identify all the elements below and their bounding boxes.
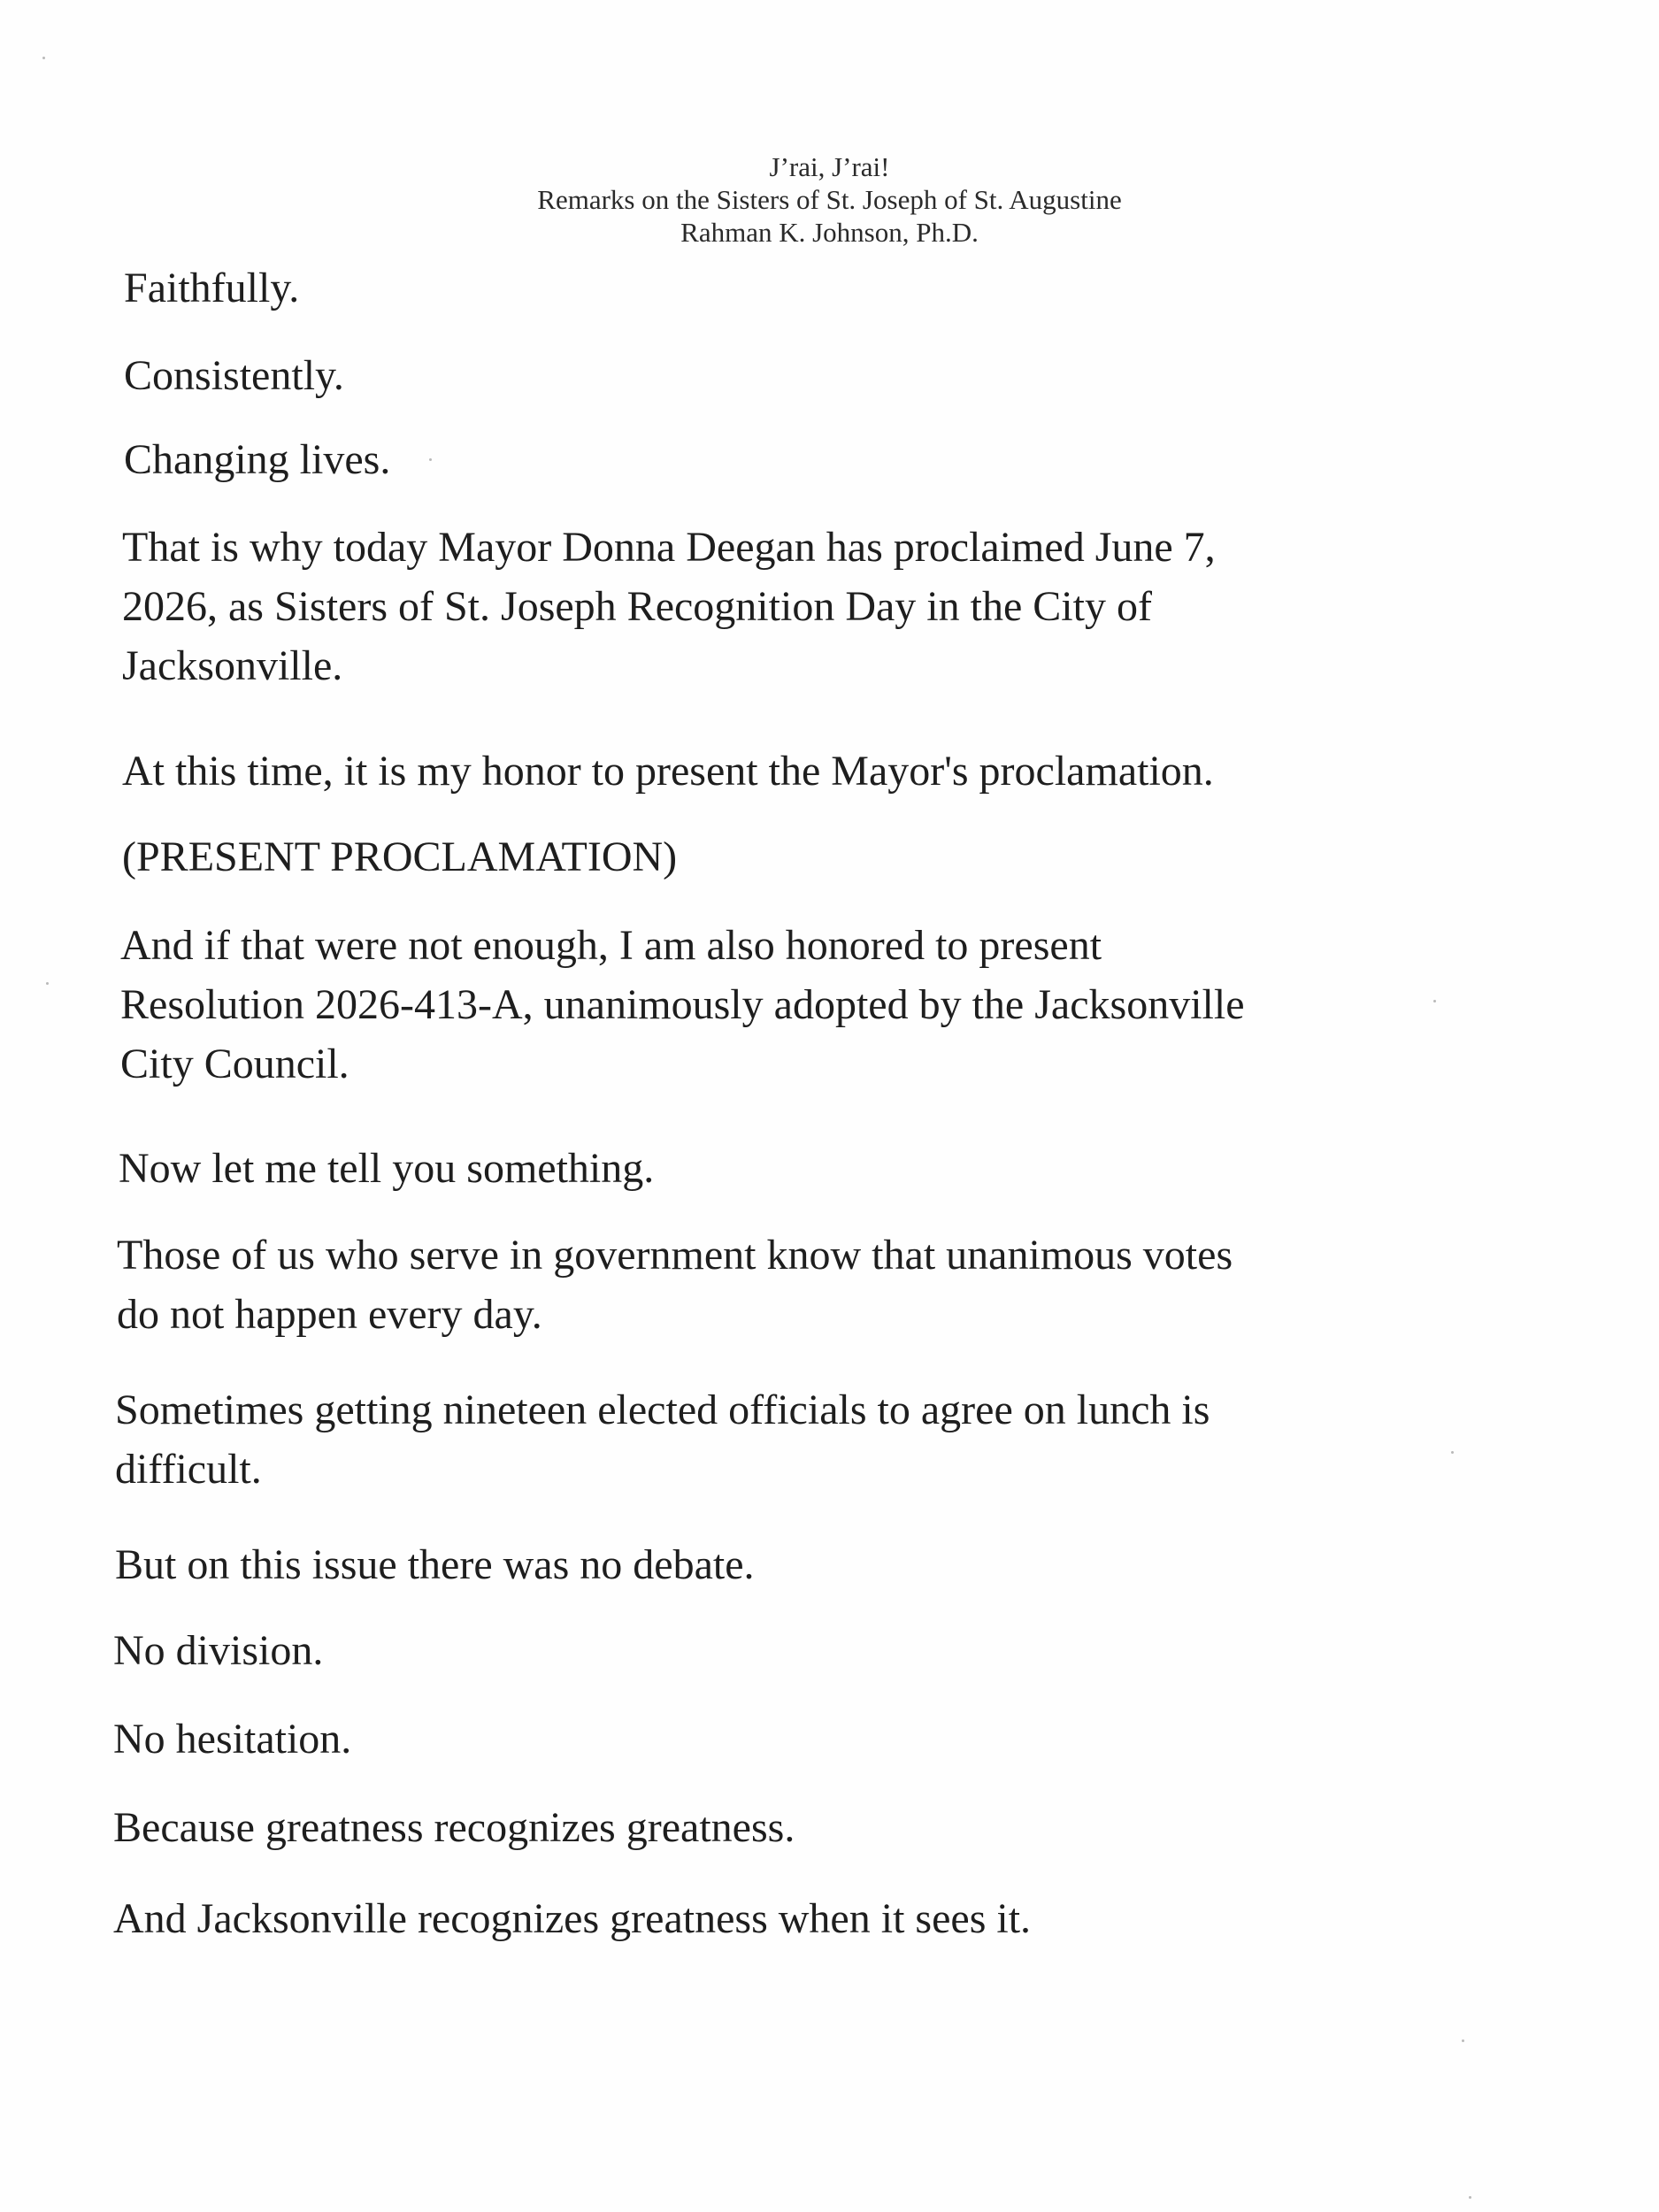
text-line: difficult. xyxy=(115,1446,262,1493)
text-line: No division. xyxy=(113,1627,324,1674)
document-subtitle: Remarks on the Sisters of St. Joseph of St. Augustine xyxy=(537,184,1122,215)
paragraph-present-proclamation-intro xyxy=(122,741,1502,801)
scan-speck xyxy=(42,57,45,59)
text-line: 2026, as Sisters of St. Joseph Recognition Day in the City of xyxy=(122,583,1152,630)
paragraph-lunch xyxy=(115,1380,1495,1499)
paragraph-consistently xyxy=(124,346,1504,405)
scan-speck xyxy=(429,458,432,461)
paragraph-faithfully xyxy=(124,258,1504,318)
scan-speck xyxy=(1433,1000,1436,1002)
paragraph-present-proclamation-cue xyxy=(122,827,1502,887)
text-line: Resolution 2026-413-A, unanimously adopted by the Jacksonville xyxy=(120,981,1245,1028)
text-line: Sometimes getting nineteen elected officials to agree on lunch is xyxy=(115,1386,1210,1433)
scan-speck xyxy=(1462,2039,1464,2042)
text-line: That is why today Mayor Donna Deegan has proclaimed June 7, xyxy=(122,524,1216,571)
text-line: Consistently. xyxy=(124,352,344,399)
text-line: Because greatness recognizes greatness. xyxy=(113,1804,795,1851)
text-line: City Council. xyxy=(120,1041,349,1087)
paragraph-no-division xyxy=(113,1621,1494,1680)
scan-speck xyxy=(1451,1451,1454,1454)
scan-speck xyxy=(1469,2196,1471,2199)
document-title: J’rai, J’rai! xyxy=(769,151,890,182)
text-line: And if that were not enough, I am also honored to present xyxy=(120,922,1102,969)
document-header xyxy=(0,150,1659,249)
text-line: At this time, it is my honor to present the Mayor's proclamation. xyxy=(122,748,1214,795)
paragraph-changing-lives xyxy=(124,430,1504,489)
paragraph-jacksonville-greatness xyxy=(113,1889,1494,1948)
text-line: Jacksonville. xyxy=(122,642,343,689)
text-line: But on this issue there was no debate. xyxy=(115,1541,755,1588)
text-line: Those of us who serve in government know that unanimous votes xyxy=(117,1232,1233,1279)
paragraph-unanimous-votes xyxy=(117,1225,1497,1344)
scan-speck xyxy=(46,982,49,985)
paragraph-no-hesitation xyxy=(113,1709,1494,1769)
text-line: Faithfully. xyxy=(124,265,300,311)
paragraph-proclamation-day xyxy=(122,518,1502,695)
text-line: No hesitation. xyxy=(113,1716,352,1763)
paragraph-let-me-tell-you xyxy=(119,1139,1499,1198)
text-line: And Jacksonville recognizes greatness when it sees it. xyxy=(113,1895,1032,1942)
text-line: do not happen every day. xyxy=(117,1291,542,1338)
paragraph-resolution xyxy=(120,916,1501,1094)
text-line: Now let me tell you something. xyxy=(119,1145,655,1192)
text-line: Changing lives. xyxy=(124,436,391,483)
paragraph-no-debate xyxy=(115,1535,1495,1594)
document-author: Rahman K. Johnson, Ph.D. xyxy=(680,217,979,248)
text-line: (PRESENT PROCLAMATION) xyxy=(122,833,678,880)
paragraph-greatness xyxy=(113,1798,1494,1857)
